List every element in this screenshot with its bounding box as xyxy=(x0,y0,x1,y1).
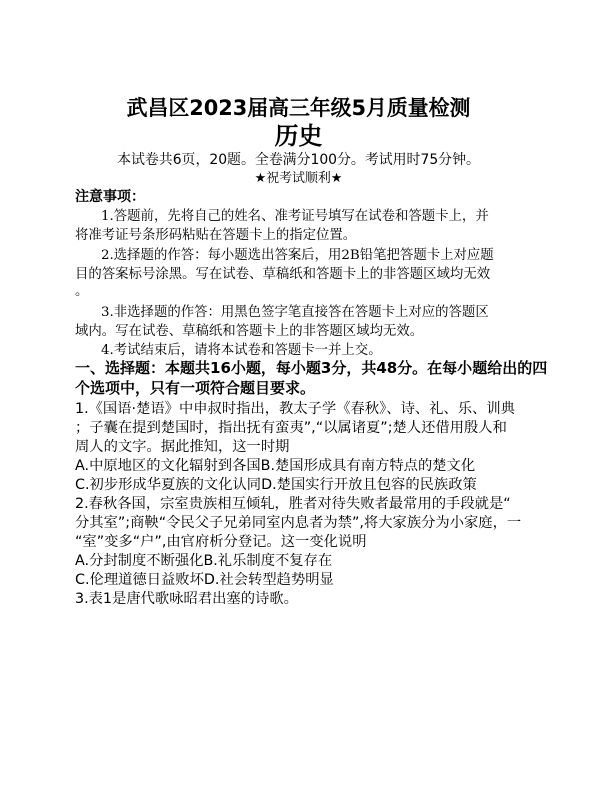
notice-heading: 注意事项： xyxy=(75,189,145,205)
question-line: ；子囊在提到楚国时，指出抚有蛮夷”,“以属诸夏”;楚人还借用殷人和 xyxy=(75,420,507,436)
notice-line: 将准考证号条形码粘贴在答题卡上的指定位置。 xyxy=(75,228,357,243)
notice-line: 域内。写在试卷、草稿纸和答题卡上的非答题区域均无效。 xyxy=(75,324,424,339)
answer-option-line: C.伦理道德日益败坏D.社会转型趋势明显 xyxy=(75,572,334,588)
exam-info: 本试卷共6页，20题。全卷满分100分。考试用时75分钟。 xyxy=(117,152,480,168)
question-line: 3.表1是唐代歌咏昭君出塞的诗歌。 xyxy=(75,591,298,607)
exam-title: 武昌区2023届高三年级5月质量检测 xyxy=(126,96,471,120)
section-heading: 个选项中，只有一项符合题目要求。 xyxy=(75,379,316,397)
notice-line: 3.非选择题的作答：用黑色签字笔直接答在答题卡上对应的答题区 xyxy=(101,305,489,320)
notice-line: 2.选择题的作答：每小题选出答案后，用2B铅笔把答题卡上对应题 xyxy=(101,248,494,263)
notice-line: 1.答题前，先将自己的姓名、准考证号填写在试卷和答题卡上，并 xyxy=(101,209,489,224)
question-line: 分其室”;商鞅“令民父子兄弟同室内息者为禁”,将大家族分为小家庭，一 xyxy=(75,515,522,531)
question-line: “室”变多“户”,由官府析分登记。这一变化说明 xyxy=(75,534,367,550)
question-line: 2.春秋各国，宗室贵族相互倾轧，胜者对待失败者最常用的手段就是“ xyxy=(75,496,511,512)
subject-title: 历史 xyxy=(274,122,323,150)
question-line: 1.《国语·楚语》中申叔时指出，教太子学《春秋》、诗、礼、乐、训典 xyxy=(75,401,515,417)
notice-line: 4.考试结束后，请将本试卷和答题卡一并上交。 xyxy=(101,343,382,358)
notice-line: 。 xyxy=(75,284,89,299)
answer-option-line: C.初步形成华夏族的文化认同D.楚国实行开放且包容的民族政策 xyxy=(75,477,477,493)
answer-option-line: A.中原地区的文化辐射到各国B.楚国形成具有南方特点的楚文化 xyxy=(75,458,476,474)
notice-line: 目的答案标号涂黑。写在试卷、草稿纸和答题卡上的非答题区域均无效 xyxy=(75,267,491,282)
section-heading: 一、选择题：本题共16小题，每小题3分，共48分。在每小题给出的四 xyxy=(75,359,548,377)
answer-option-line: A.分封制度不断强化B.礼乐制度不复存在 xyxy=(75,553,333,569)
good-luck-line: ★祝考试顺利★ xyxy=(254,171,343,186)
question-line: 周人的文字。据此推知，这一时期 xyxy=(75,439,290,455)
